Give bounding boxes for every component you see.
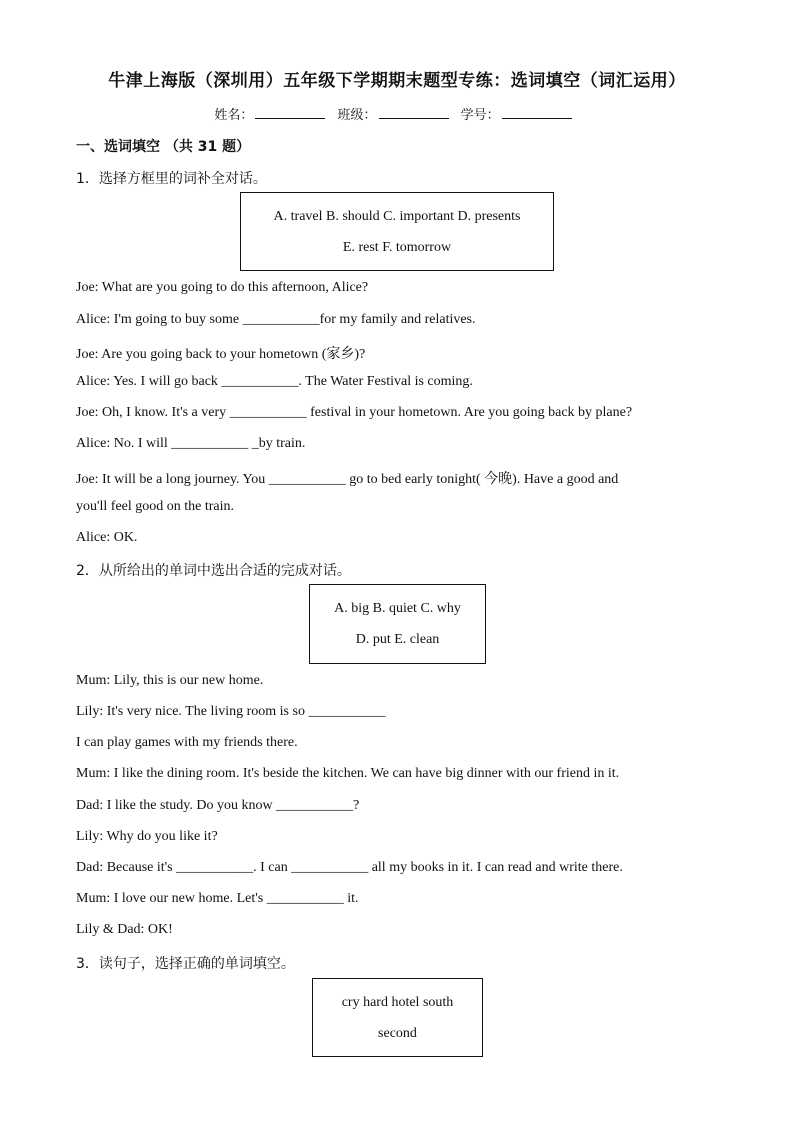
id-blank[interactable]	[502, 106, 572, 119]
dialogue-line: Mum: I like the dining room. It's beside the kitchen. We can have big dinner with our friend in it.	[76, 766, 620, 781]
word-box-line: cry hard hotel south	[341, 995, 454, 1010]
dialogue-line: Alice: Yes. I will go back ___________. The Water Festival is coming.	[76, 374, 473, 389]
question-3-prompt: 3．读句子，选择正确的单词填空。	[76, 956, 295, 972]
dialogue-line: Dad: I like the study. Do you know ___________?	[76, 798, 360, 813]
dialogue-line: Joe: Are you going back to your hometown (家乡)?	[76, 347, 366, 362]
dialogue-line: Joe: Oh, I know. It's a very ___________ festival in your hometown. Are you going back by plane?	[76, 405, 633, 420]
word-box-line: second	[378, 1026, 417, 1041]
dialogue-line: Mum: Lily, this is our new home.	[76, 673, 264, 688]
word-box-line: A. big B. quiet C. why	[334, 601, 461, 616]
class-blank[interactable]	[379, 106, 449, 119]
question-2-word-box	[309, 584, 486, 664]
name-label: 姓名：	[214, 108, 254, 123]
question-1-prompt: 1．选择方框里的词补全对话。	[76, 171, 267, 187]
question-3-word-box	[312, 978, 483, 1057]
dialogue-line: Lily: Why do you like it?	[76, 829, 218, 844]
dialogue-line: Dad: Because it's ___________. I can ___________ all my books in it. I can read and write there.	[76, 860, 623, 875]
dialogue-line: Alice: No. I will ___________ _by train.	[76, 436, 306, 451]
id-label: 学号：	[460, 108, 500, 123]
word-box-line: E. rest F. tomorrow	[342, 240, 452, 255]
dialogue-line: Alice: OK.	[76, 530, 138, 545]
dialogue-line: Lily & Dad: OK!	[76, 922, 173, 937]
question-1-word-box	[240, 192, 554, 271]
dialogue-line: Alice: I'm going to buy some ___________for my family and relatives.	[76, 312, 476, 327]
dialogue-line: Lily: It's very nice. The living room is so ___________	[76, 704, 386, 719]
document-title: 牛津上海版（深圳用）五年级下学期期末题型专练：选词填空（词汇运用）	[108, 71, 686, 91]
word-box-line: A. travel B. should C. important D. presents	[273, 209, 521, 224]
dialogue-line: I can play games with my friends there.	[76, 735, 298, 750]
section-title: 一、选词填空 （共 31 题）	[76, 139, 251, 155]
dialogue-line: Joe: It will be a long journey. You ___________ go to bed early tonight( 今晚). Have a good and	[76, 472, 619, 487]
dialogue-line: Mum: I love our new home. Let's ___________ it.	[76, 891, 359, 906]
word-box-line: D. put E. clean	[355, 632, 440, 647]
name-blank[interactable]	[255, 106, 325, 119]
student-info	[0, 104, 794, 123]
question-2-prompt: 2．从所给出的单词中选出合适的完成对话。	[76, 563, 351, 579]
dialogue-line: Joe: What are you going to do this afternoon, Alice?	[76, 280, 369, 295]
class-label: 班级：	[337, 108, 377, 123]
dialogue-line: you'll feel good on the train.	[76, 499, 235, 514]
